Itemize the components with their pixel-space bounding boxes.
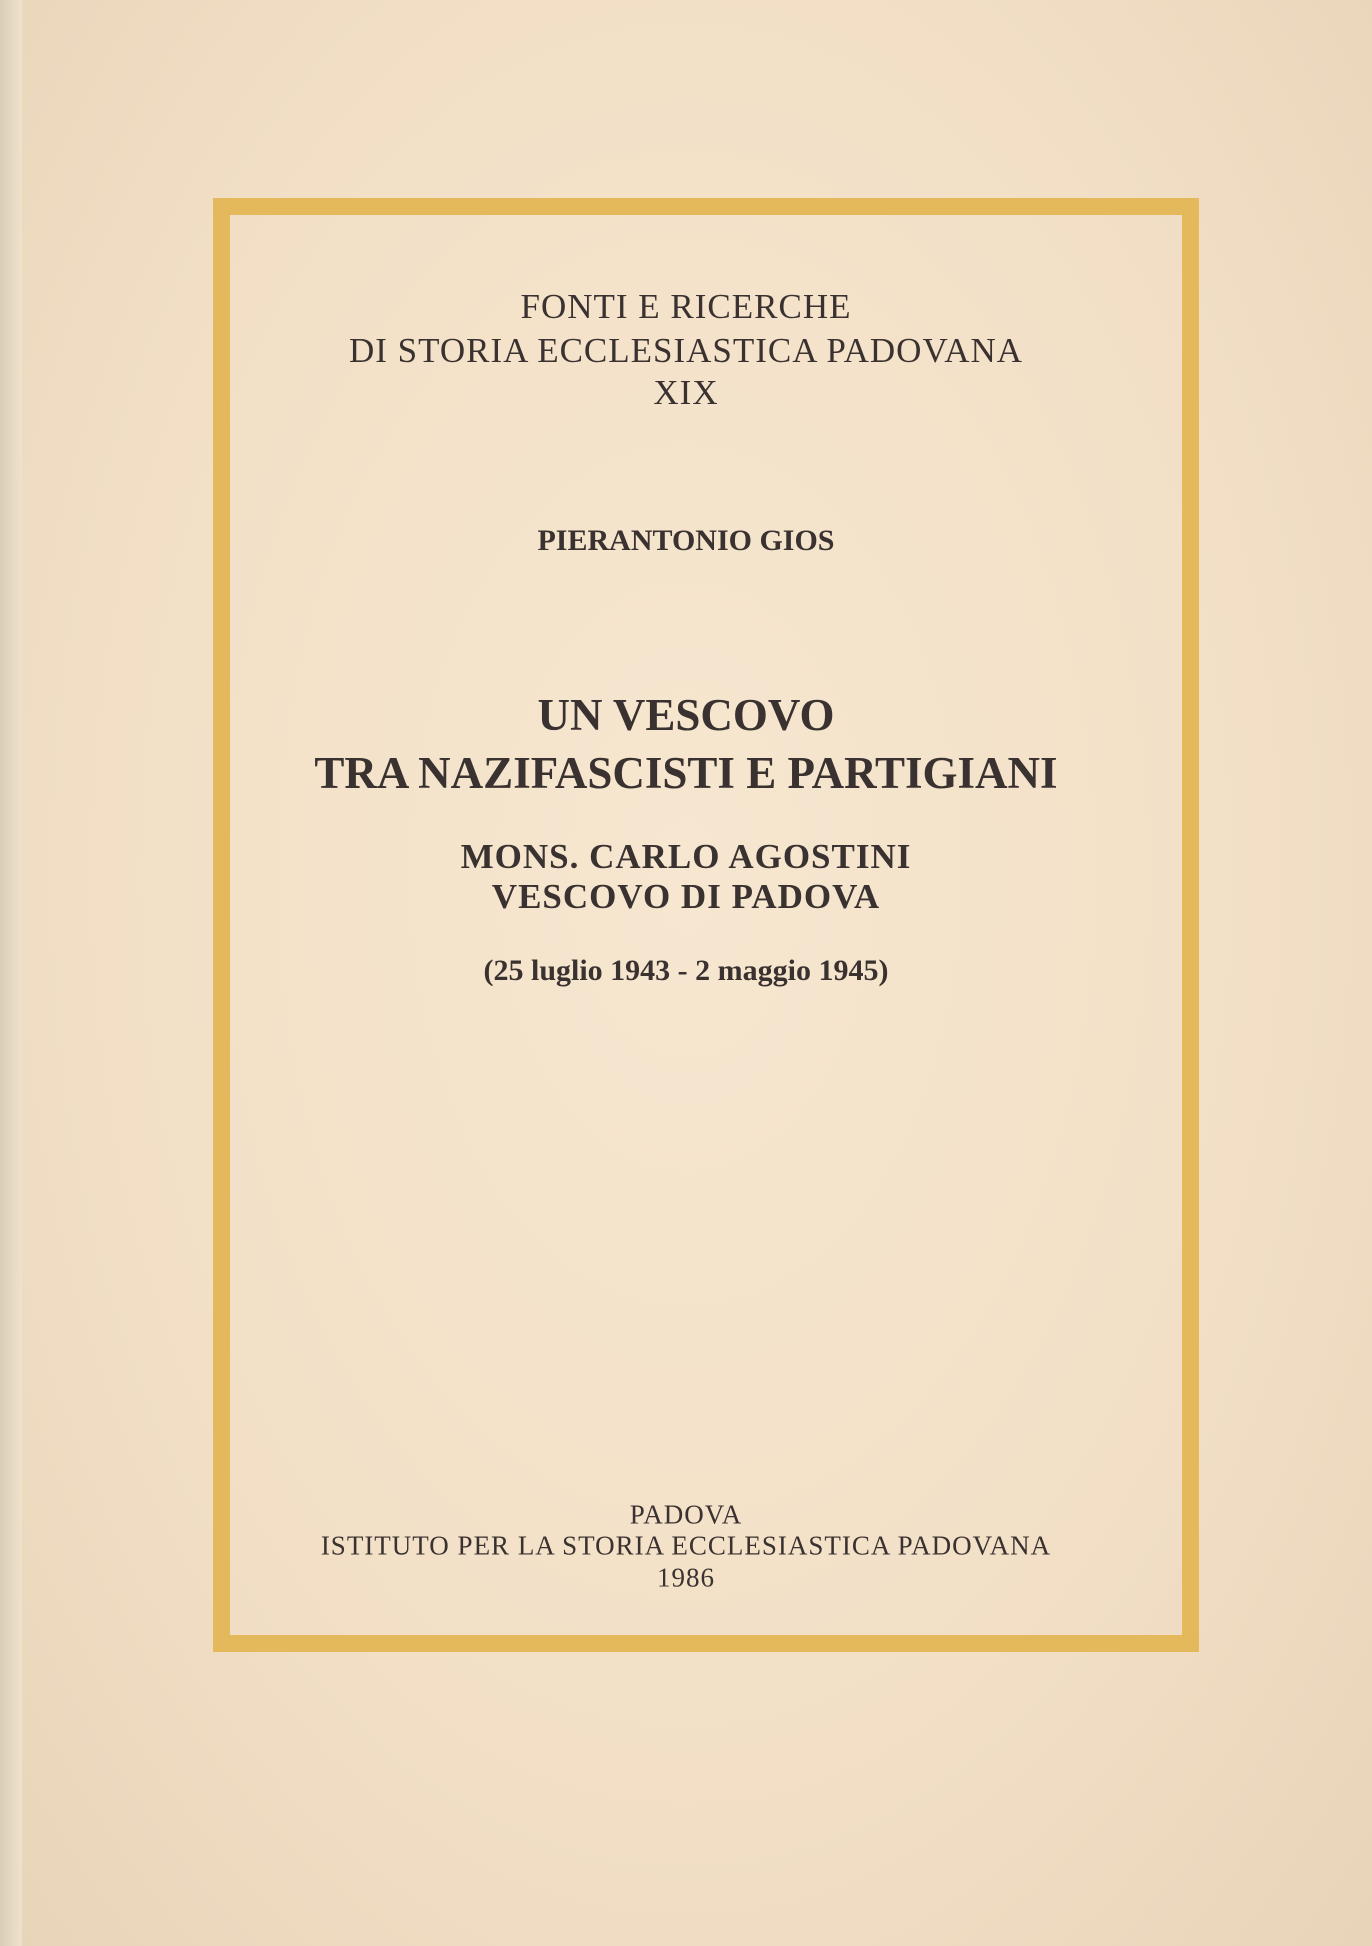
publication-year: 1986 [657,1562,715,1593]
subtitle-dates: (25 luglio 1943 - 2 maggio 1945) [483,954,889,987]
cover-frame [213,198,1199,1652]
author: PIERANTONIO GIOS [537,524,835,557]
book-title-line2: TRA NAZIFASCISTI E PARTIGIANI [314,748,1058,798]
publisher-city: PADOVA [629,1499,743,1530]
book-title-line1: UN VESCOVO [537,690,835,740]
series-title: FONTI E RICERCHE [520,287,852,326]
subtitle-line1: MONS. CARLO AGOSTINI [460,837,912,876]
series-subtitle: DI STORIA ECCLESIASTICA PADOVANA [348,331,1024,370]
subtitle-line2: VESCOVO DI PADOVA [491,877,881,916]
series-volume: XIX [653,373,719,412]
publisher-name: ISTITUTO PER LA STORIA ECCLESIASTICA PADOVANA [320,1530,1052,1561]
